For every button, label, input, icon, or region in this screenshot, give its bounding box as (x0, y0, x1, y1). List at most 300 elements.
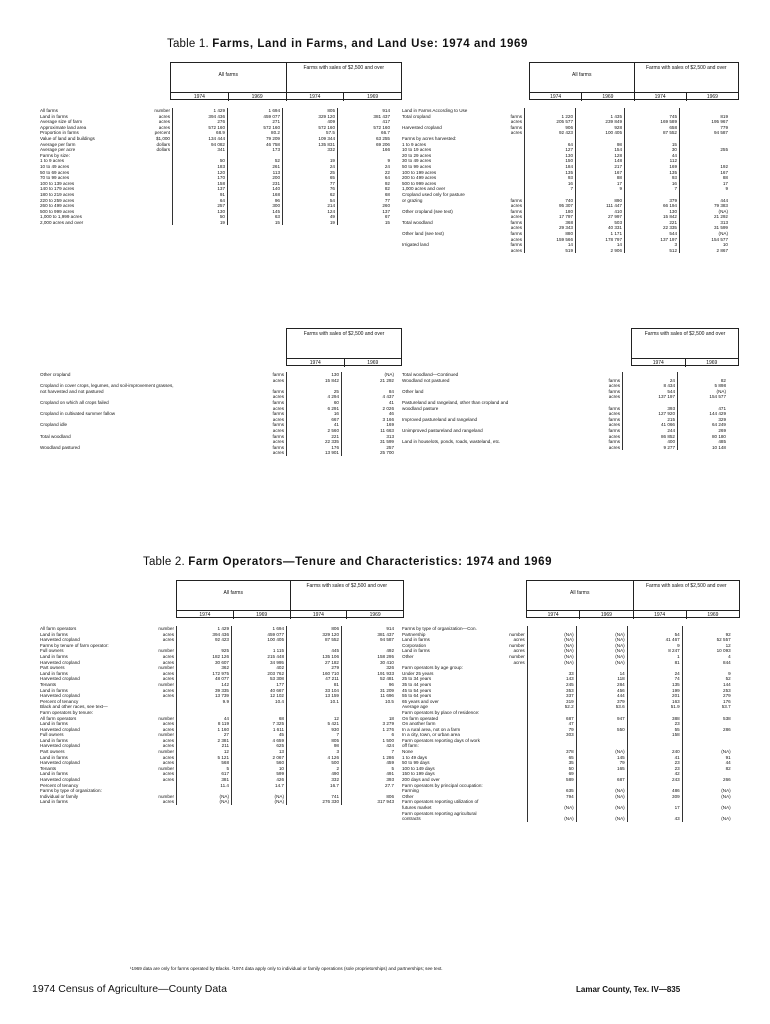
cell-value: 77 (338, 198, 393, 204)
cell-value: 40 331 (576, 225, 625, 231)
cell-value: 79 209 (228, 136, 283, 142)
row-label: Other land (see text) (402, 231, 444, 237)
cell-value: 303 (527, 732, 576, 738)
cell-value: 12 (287, 716, 342, 722)
table2-right-body (400, 626, 733, 822)
cell-value: 16.7 (287, 783, 342, 789)
row-label (400, 248, 480, 254)
row-label: In a rural area, not on a farm (402, 726, 461, 732)
cell-value: 362 (177, 665, 232, 671)
cell-value: 214 (283, 203, 338, 209)
cell-value: (NA) (576, 660, 627, 666)
cell-value: 1 (627, 654, 682, 660)
cell-value: 27 (177, 732, 232, 738)
cell-value: 329 120 (287, 632, 342, 638)
row-unit: acres (510, 130, 522, 136)
cell-value: 572 160 (283, 125, 338, 131)
cell-value: 81 (287, 682, 342, 688)
row-label: or grazing (402, 197, 423, 203)
row-unit: number (158, 665, 174, 671)
cell-value: 550 (576, 727, 627, 733)
row-unit: number (509, 653, 525, 659)
hdr-1974: 1974 (290, 611, 347, 619)
row-label: 150 to 199 days (402, 771, 435, 777)
row-label: Land in farms (40, 653, 68, 659)
cell-value: 456 (576, 688, 627, 694)
row-label: Harvested cropland (40, 637, 80, 643)
table1-sub-right-header (631, 328, 739, 366)
cell-value: (NA) (232, 799, 287, 805)
row-label: 10 to 49 acres (40, 163, 70, 169)
cell-value: 53.7 (682, 704, 733, 710)
cell-value: (NA) (682, 805, 733, 811)
cell-value: 29 343 (525, 225, 576, 231)
cell-value: 91 (682, 755, 733, 761)
cell-value: (NA) (576, 643, 627, 649)
row-unit: dollars (156, 147, 170, 153)
cell-value: 410 (576, 209, 625, 215)
row-label: 180 to 219 acres (40, 191, 75, 197)
cell-value: 127 920 (623, 411, 678, 417)
cell-value: 130 (173, 209, 228, 215)
hdr-all-farms: All farms (218, 72, 238, 78)
cell-value: 68 (338, 192, 393, 198)
cell-value: 568 (177, 760, 232, 766)
row-label: Other (402, 793, 414, 799)
cell-value: 165 (576, 766, 627, 772)
row-unit: farms (510, 208, 522, 214)
cell-value: 471 (678, 406, 729, 412)
cell-value: 22 (338, 170, 393, 176)
cell-value: 60 (287, 400, 342, 406)
row-unit: acres (513, 648, 525, 654)
row-label: Total woodland (402, 219, 433, 225)
row-unit: acres (513, 637, 525, 643)
cell-value: 41 (342, 400, 397, 406)
table1-sub-left-header (286, 328, 402, 366)
cell-value: 740 (525, 198, 576, 204)
row-label: Unimproved pastureland and rangeland (402, 427, 483, 433)
row-label: 1 to 9 acres (40, 158, 65, 164)
row-label (400, 445, 576, 451)
cell-value: 14.7 (232, 783, 287, 789)
cell-value: 134 444 (173, 136, 228, 142)
cell-value: 54 (283, 198, 338, 204)
cell-value: 154 (576, 147, 625, 153)
row-label: Average size of farm (40, 119, 83, 125)
cell-value: 617 (177, 771, 232, 777)
cell-value: 2 560 (287, 428, 342, 434)
cell-value: 332 (287, 777, 342, 783)
row-label: 50 to 99 acres (402, 163, 432, 169)
cell-value: 15 (338, 220, 393, 226)
cell-value: 485 (678, 439, 729, 445)
cell-value: 30 (625, 147, 680, 153)
row-label: 50 to 99 days (402, 760, 430, 766)
row-label: Farm operators reporting utilization of (402, 799, 479, 805)
cell-value: 819 (680, 114, 731, 120)
cell-value: 3 (625, 242, 680, 248)
cell-value: 41 (287, 422, 342, 428)
cell-value: 52 557 (682, 637, 733, 643)
hdr-1969: 1969 (233, 611, 290, 619)
cell-value: 217 (576, 164, 625, 170)
row-unit: acres (162, 771, 174, 777)
row-label: Land in houselots, ponds, roads, wasteland, etc. (402, 439, 501, 445)
row-unit: farms (608, 377, 620, 383)
row-label: Harvested cropland (40, 760, 80, 766)
cell-value: 145 (576, 755, 627, 761)
row-label: Farms by type of organization—Con. (402, 626, 477, 631)
cell-value: 7 325 (232, 721, 287, 727)
row-label: 45 to 54 years (402, 687, 432, 693)
cell-value: 31 599 (680, 225, 731, 231)
cell-value: 31 209 (342, 688, 397, 694)
row-unit: number (158, 732, 174, 738)
row-unit: acres (272, 394, 284, 400)
row-label: Pastureland and rangeland, other than cropland and (402, 399, 509, 405)
cell-value: 166 (338, 147, 393, 153)
cell-value: 92 (338, 181, 393, 187)
row-label: 100 to 139 acres (40, 180, 75, 186)
cell-value: 176 (682, 699, 733, 705)
cell-value: 54 (627, 632, 682, 638)
cell-value: 7 (525, 186, 576, 192)
cell-value: 14 (576, 242, 625, 248)
cell-value: 27 182 (287, 660, 342, 666)
cell-value: 914 (342, 626, 397, 632)
cell-value: 572 160 (173, 125, 228, 131)
cell-value: 245 (527, 682, 576, 688)
hdr-1974: 1974 (193, 94, 205, 100)
cell-value: 67 (338, 214, 393, 220)
cell-value: 163 (627, 699, 682, 705)
cell-value: 170 (173, 175, 228, 181)
cell-value: 890 (576, 198, 625, 204)
cell-value: 191 933 (342, 671, 397, 677)
row-label: On another farm (402, 721, 436, 727)
cell-value: 43 (627, 816, 682, 822)
row-label: Farm operators by principal occupation: (402, 782, 483, 788)
cell-value: 1 115 (232, 648, 287, 654)
hdr-1974: 1974 (547, 612, 559, 618)
cell-value: 490 (287, 771, 342, 777)
row-label: 200 to 499 acres (402, 175, 437, 181)
cell-value: 95 307 (525, 203, 576, 209)
cell-value: 96 (228, 198, 283, 204)
row-label: Harvested cropland (40, 743, 80, 749)
cell-value: 5 (177, 766, 232, 772)
row-unit: farms (608, 416, 620, 422)
cell-value: 947 (576, 716, 627, 722)
cell-value: 158 295 (342, 654, 397, 660)
cell-value: 15 (625, 142, 680, 148)
cell-value: (NA) (177, 794, 232, 800)
cell-value: 16 (625, 181, 680, 187)
hdr-sales: Farms with sales of $2,500 and over (644, 331, 726, 337)
table2-left-header (176, 580, 404, 618)
cell-value: 63 255 (338, 136, 393, 142)
cell-value: 925 (177, 648, 232, 654)
row-label: 100 to 149 days (402, 765, 435, 771)
row-label: 25 to 34 years (402, 676, 432, 682)
row-label: Other (402, 653, 414, 659)
cell-value: 6 291 (287, 406, 342, 412)
cell-value: 625 (232, 743, 287, 749)
cell-value: 279 (682, 693, 733, 699)
cell-value: 491 (342, 771, 397, 777)
cell-value: 779 (680, 125, 731, 131)
cell-value: 667 (287, 417, 342, 423)
row-label: Land in farms (40, 113, 68, 119)
cell-value: 169 589 (625, 119, 680, 125)
cell-value: 15 842 (625, 214, 680, 220)
row-label: contracts (402, 816, 421, 822)
row-unit: farms (608, 439, 620, 445)
cell-value: 402 (232, 665, 287, 671)
cell-value: 844 (682, 660, 733, 666)
row-label: 260 to 499 acres (40, 203, 75, 209)
row-label: Harvested cropland (40, 777, 80, 783)
cell-value: 544 (623, 389, 678, 395)
row-unit: acres (272, 427, 284, 433)
cell-value: 137 197 (623, 394, 678, 400)
table2-title-main: Farm Operators—Tenure and Characteristics: 1974 and 1969 (188, 556, 553, 568)
cell-value: 93 (625, 175, 680, 181)
cell-value: (NA) (576, 648, 627, 654)
cell-value: 135 831 (283, 142, 338, 148)
cell-value: 64 (173, 198, 228, 204)
cell-value: 15 842 (287, 378, 342, 384)
cell-value: 109 344 (283, 136, 338, 142)
row-label: 500 to 999 acres (402, 180, 437, 186)
cell-value: 1 694 (228, 108, 283, 114)
cell-value: 379 (576, 699, 627, 705)
row-label: Cropland in cultivated summer fallow (40, 411, 116, 417)
hdr-sales: Farms with sales of $2,500 and over (303, 331, 385, 337)
cell-value: 332 (283, 147, 338, 153)
cell-value: 62 (283, 192, 338, 198)
cell-value: 269 (678, 428, 729, 434)
cell-value: 77 (283, 181, 338, 187)
row-unit: $1,000 (155, 135, 170, 141)
cell-value: 424 (342, 743, 397, 749)
cell-value: 806 (342, 794, 397, 800)
hdr-1974: 1974 (652, 360, 664, 366)
cell-value: 4 126 (287, 755, 342, 761)
cell-value: 118 (576, 676, 627, 682)
cell-value: 215 (623, 417, 678, 423)
row-label: 200 days and over (402, 777, 440, 783)
row-label: 20 to 29 acres (402, 152, 432, 158)
cell-value: 142 (177, 682, 232, 688)
cell-value: 12 102 (232, 693, 287, 699)
row-unit: acres (510, 203, 522, 209)
cell-value: 393 (623, 406, 678, 412)
cell-value: 130 (525, 153, 576, 159)
row-unit: number (158, 793, 174, 799)
cell-value: 687 (527, 716, 576, 722)
cell-value: (NA) (527, 637, 576, 643)
row-label: Farms by acres harvested: (402, 135, 457, 141)
row-unit: percent (154, 130, 170, 136)
cell-value: 82 (338, 186, 393, 192)
cell-value: (NA) (682, 788, 733, 794)
cell-value: 192 (680, 164, 731, 170)
row-unit: acres (272, 439, 284, 445)
cell-value: 9 (682, 671, 733, 677)
cell-value: 16 (287, 411, 342, 417)
row-label: Improved pastureland and rangeland (402, 416, 478, 422)
row-label: Farm operators by place of residence: (402, 709, 480, 715)
cell-value: 337 (527, 693, 576, 699)
row-label (38, 450, 238, 456)
cell-value: 15 (228, 220, 283, 226)
row-unit: farms (608, 405, 620, 411)
cell-value: 144 429 (678, 411, 729, 417)
row-unit: acres (510, 214, 522, 220)
hdr-1974: 1974 (309, 360, 321, 366)
cell-value: 64 (338, 175, 393, 181)
row-label: Average per acre (40, 147, 76, 153)
cell-value: 388 (627, 716, 682, 722)
row-label: 70 to 99 acres (40, 175, 70, 181)
cell-value: 176 (287, 445, 342, 451)
cell-value: (NA) (527, 632, 576, 638)
cell-value: (NA) (682, 794, 733, 800)
cell-value: 381 437 (338, 114, 393, 120)
row-unit: farms (272, 444, 284, 450)
cell-value: 135 106 (287, 654, 342, 660)
row-unit: number (158, 749, 174, 755)
cell-value: 46 (342, 411, 397, 417)
cell-value: 144 (682, 682, 733, 688)
cell-value: 55 (627, 727, 682, 733)
row-label: Tenants (40, 681, 57, 687)
row-unit: acres (608, 383, 620, 389)
row-label: 30 to 49 acres (402, 158, 432, 164)
cell-value: 286 (682, 727, 733, 733)
cell-value: 745 (625, 114, 680, 120)
row-label: Land in farms (40, 799, 68, 805)
row-unit: farms (272, 399, 284, 405)
cell-value: 137 197 (625, 237, 680, 243)
cell-value: (NA) (527, 805, 576, 811)
cell-value: 239 849 (576, 119, 625, 125)
cell-value: 444 (576, 693, 627, 699)
row-label: Average age (402, 704, 428, 710)
row-unit: acres (272, 450, 284, 456)
row-unit (485, 816, 528, 822)
cell-value: 52.2 (527, 704, 576, 710)
cell-value: 127 (525, 147, 576, 153)
hdr-1969: 1969 (346, 611, 403, 619)
row-label: Land in farms (40, 754, 68, 760)
cell-value: 19 (173, 220, 228, 226)
cell-value: 806 (287, 626, 342, 632)
table1-sub-right-body (400, 372, 728, 450)
row-unit: acres (162, 721, 174, 727)
row-label: Partnership (402, 631, 426, 637)
cell-value: 9 (338, 158, 393, 164)
row-label: 140 to 179 acres (40, 186, 75, 192)
cell-value: 195 967 (680, 119, 731, 125)
cell-value: 19 (283, 220, 338, 226)
cell-value: 538 (682, 716, 733, 722)
row-unit: number (158, 765, 174, 771)
cell-value: 40 667 (232, 688, 287, 694)
row-unit: acres (608, 394, 620, 400)
row-label: Land in farms (40, 737, 68, 743)
cell-value: 16 (525, 181, 576, 187)
cell-value: (NA) (576, 749, 627, 755)
cell-value: 86 852 (623, 434, 678, 440)
cell-value: 42 (627, 771, 682, 777)
row-unit: acres (513, 659, 525, 665)
cell-value: 589 (527, 777, 576, 783)
row-unit: farms (608, 427, 620, 433)
cell-value: 930 (287, 727, 342, 733)
table-row (400, 445, 728, 451)
row-unit: acres (608, 433, 620, 439)
row-unit: number (509, 642, 525, 648)
cell-value: (NA) (682, 816, 733, 822)
cell-value: 317 943 (342, 799, 397, 805)
cell-value: 1 429 (177, 626, 232, 632)
cell-value: (NA) (576, 654, 627, 660)
row-unit: acres (162, 687, 174, 693)
cell-value: 94 587 (680, 130, 731, 136)
cell-value: 177 (232, 682, 287, 688)
cell-value: 19 (283, 158, 338, 164)
row-unit: acres (608, 444, 620, 450)
row-label: 65 years and over (402, 698, 439, 704)
row-unit: acres (162, 777, 174, 783)
cell-value: 914 (338, 108, 393, 114)
hdr-1969: 1969 (685, 359, 739, 367)
row-unit: acres (162, 676, 174, 682)
cell-value: 4 659 (232, 738, 287, 744)
cell-value: 30 410 (342, 660, 397, 666)
cell-value: 271 (228, 119, 283, 125)
row-label: Harvested cropland (40, 693, 80, 699)
row-label: Total woodland (40, 433, 71, 439)
cell-value: 69 (527, 771, 576, 777)
cell-value: 52 (682, 676, 733, 682)
row-label: All farms (40, 108, 58, 113)
row-label: Corporation (402, 642, 427, 648)
row-label: Full owners (40, 648, 64, 654)
cell-value: 45 (232, 732, 287, 738)
cell-value: 599 (232, 771, 287, 777)
row-unit: farms (510, 231, 522, 237)
cell-value: 658 (625, 125, 680, 131)
cell-value: 52 (228, 158, 283, 164)
cell-value: 794 (527, 794, 576, 800)
cell-value: 66 194 (625, 203, 680, 209)
row-unit: acres (272, 377, 284, 383)
cell-value: 88 (680, 175, 731, 181)
cell-value: 512 (625, 248, 680, 254)
cell-value: 135 (627, 682, 682, 688)
cell-value: 25 (287, 389, 342, 395)
cell-value: 544 (625, 231, 680, 237)
cell-value: 128 (576, 153, 625, 159)
hdr-1969: 1969 (686, 611, 739, 619)
hdr-sales: Farms with sales of $2,500 and over (633, 581, 740, 610)
row-label: Woodland pastured (40, 444, 80, 450)
row-unit: acres (162, 637, 174, 643)
